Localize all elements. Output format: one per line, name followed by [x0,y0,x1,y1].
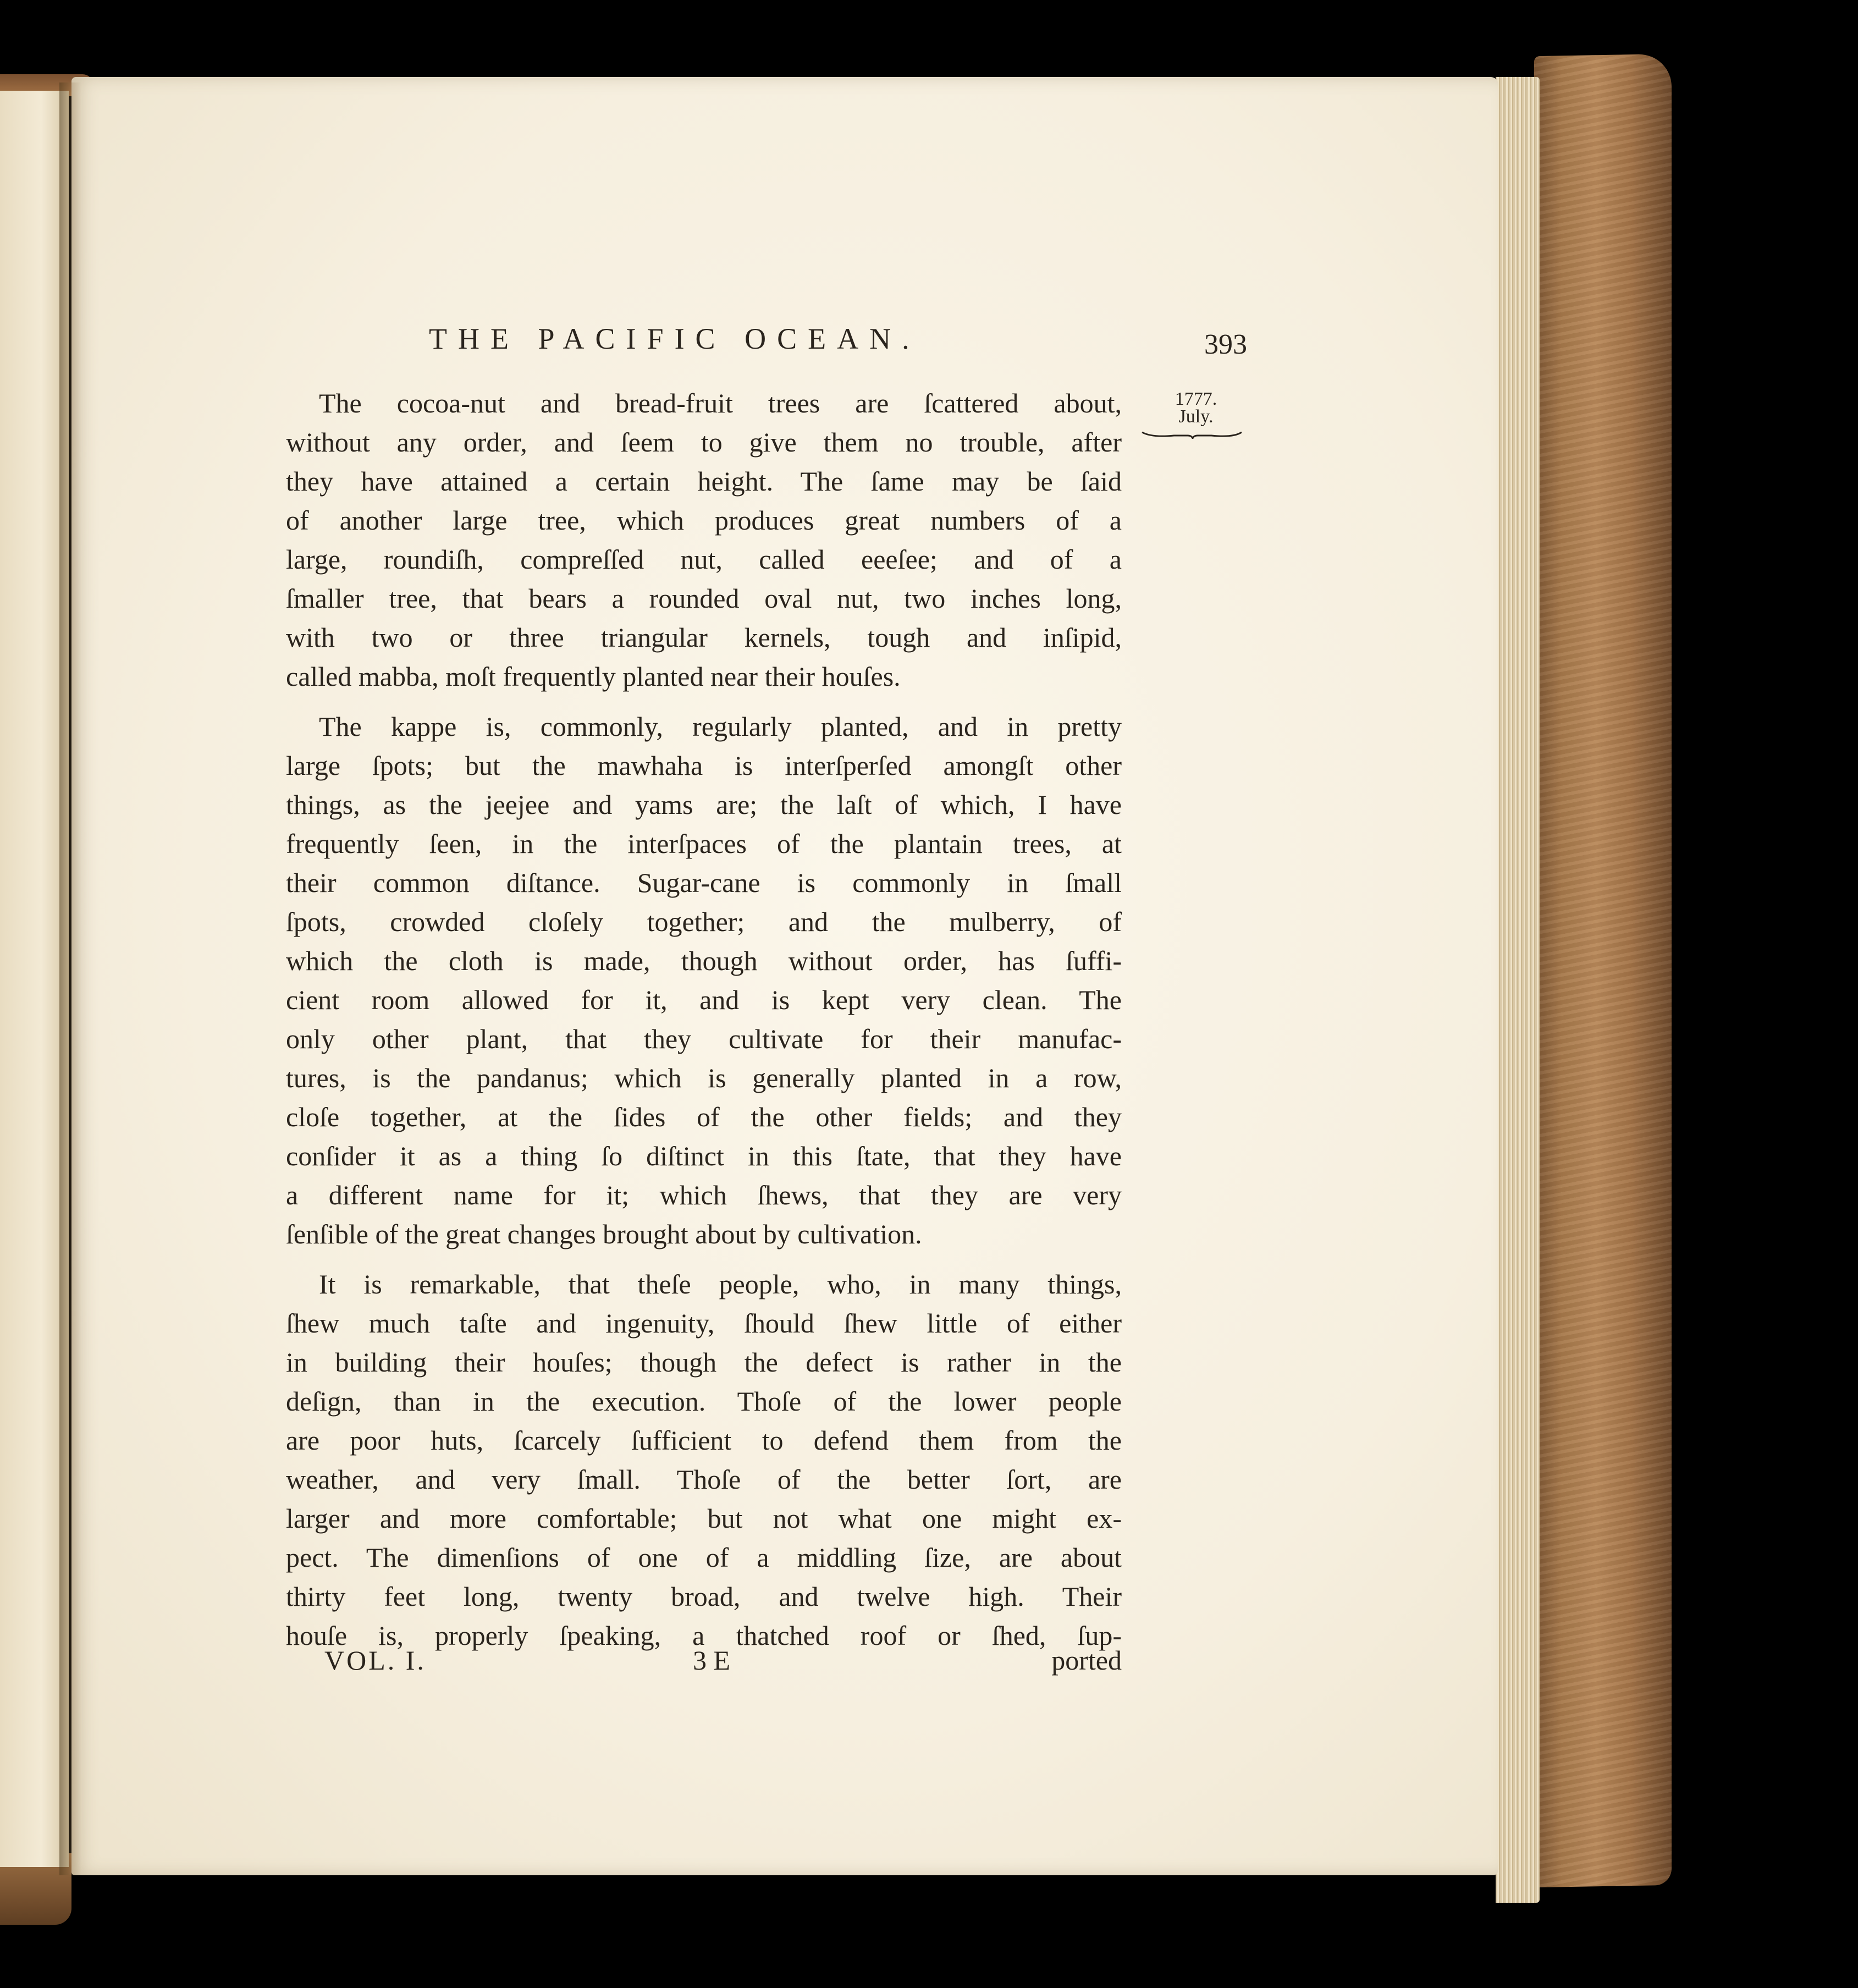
signature-mark: 3 E [693,1645,731,1676]
leather-cover-edge [1534,54,1672,1887]
text-line: thirty feet long, twenty broad, and twelve high. Their [286,1581,1122,1612]
text-line: frequently ſeen, in the interſpaces of the plantain trees, at [286,828,1122,859]
page-number: 393 [1204,329,1247,360]
book-gutter-shadow [59,82,81,1875]
text-line: their common diſtance. Sugar-cane is commonly in ſmall [286,867,1122,898]
paragraph-3 [286,1265,1122,1655]
brace-icon [1141,430,1243,439]
paragraph-1 [286,384,1122,696]
text-line: conſider it as a thing ſo diſtinct in this ſtate, that they have [286,1141,1122,1171]
text-line: larger and more comfortable; but not what one might ex- [286,1503,1122,1534]
text-line: weather, and very ſmall. Thoſe of the better ſort, are [286,1464,1122,1495]
margin-note-year: 1777. [1175,389,1217,409]
text-line: tures, is the pandanus; which is generally planted in a row, [286,1062,1122,1093]
text-line: are poor huts, ſcarcely ſufficient to defend them from the [286,1425,1122,1456]
text-line: they have attained a certain height. The ſame may be ſaid [286,466,1122,497]
text-line: large, roundiſh, compreſſed nut, called eeeſee; and of a [286,544,1122,575]
text-line: cloſe together, at the ſides of the other fields; and they [286,1102,1122,1132]
text-line: called mabba, moſt frequently planted near their houſes. [286,661,901,692]
running-head: THE PACIFIC OCEAN. [429,322,920,355]
text-line: ſenſible of the great changes brought about by cultivation. [286,1219,922,1249]
text-line: things, as the jeejee and yams are; the laſt of which, I have [286,789,1122,820]
page-edges [1496,77,1540,1903]
text-line: ſpots, crowded cloſely together; and the mulberry, of [286,906,1122,937]
text-line: It is remarkable, that theſe people, who, in many things, [319,1269,1122,1299]
margin-note-month: July. [1178,406,1214,427]
text-line: only other plant, that they cultivate for their manufac- [286,1023,1122,1054]
text-line: pect. The dimenſions of one of a middling ſize, are about [286,1542,1122,1573]
body-text [286,384,1122,1666]
text-line: which the cloth is made, though without order, has ſuffi- [286,945,1122,976]
text-line: with two or three triangular kernels, tough and inſipid, [286,622,1122,653]
text-line: in building their houſes; though the defect is rather in the [286,1347,1122,1378]
paragraph-2 [286,707,1122,1254]
volume-label: VOL. I. [324,1645,426,1676]
text-line: deſign, than in the execution. Thoſe of the lower people [286,1386,1122,1417]
text-line: houſe is, properly ſpeaking, a thatched roof or ſhed, ſup- [286,1620,1122,1651]
page-footer [286,1644,1122,1683]
text-line: ſmaller tree, that bears a rounded oval nut, two inches long, [286,583,1122,614]
text-line: large ſpots; but the mawhaha is interſperſed amongſt other [286,750,1122,781]
text-line: The kappe is, commonly, regularly planted, and in pretty [319,711,1122,742]
text-line: without any order, and ſeem to give them no trouble, after [286,427,1122,458]
text-line: The cocoa-nut and bread-fruit trees are ſcattered about, [319,388,1122,418]
text-line: ſhew much taſte and ingenuity, ſhould ſhew little of either [286,1308,1122,1339]
margin-note-date [1141,390,1251,439]
left-page-sliver [0,91,69,1867]
text-line: of another large tree, which produces great numbers of a [286,505,1122,536]
text-line: cient room allowed for it, and is kept very clean. The [286,984,1122,1015]
catchword: ported [1051,1645,1122,1676]
text-line: a different name for it; which ſhews, that they are very [286,1180,1122,1210]
